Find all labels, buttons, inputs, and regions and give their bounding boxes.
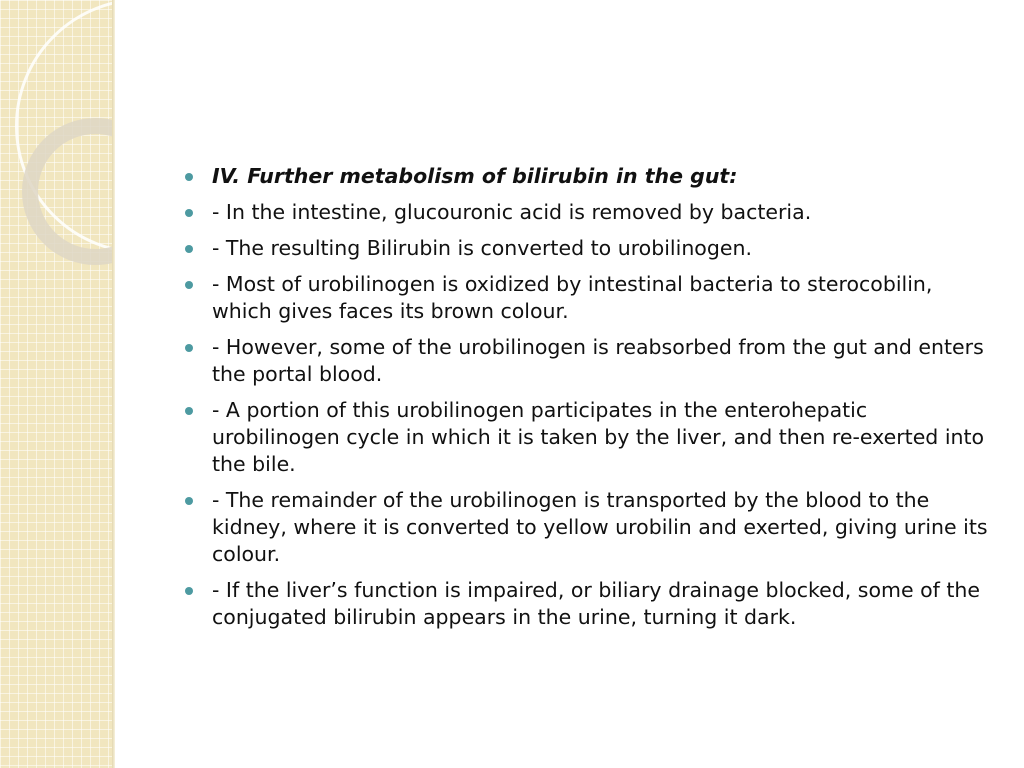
bullet-item xyxy=(185,577,995,631)
bullet-text: - Most of urobilinogen is oxidized by intestinal bacteria to sterocobilin, which gives faces its brown colour. xyxy=(212,272,933,323)
bullet-item xyxy=(185,199,995,226)
slide-content xyxy=(185,163,995,640)
bullet-item-heading xyxy=(185,163,995,190)
bullet-dot-icon xyxy=(185,245,193,253)
section-heading: IV. Further metabolism of bilirubin in the gut: xyxy=(212,164,738,188)
bullet-item xyxy=(185,397,995,478)
bullet-text: - However, some of the urobilinogen is reabsorbed from the gut and enters the portal blood. xyxy=(212,335,984,386)
bullet-item xyxy=(185,235,995,262)
bullet-dot-icon xyxy=(185,407,193,415)
bullet-dot-icon xyxy=(185,497,193,505)
bullet-text: - A portion of this urobilinogen participates in the enterohepatic urobilinogen cycle in which it is taken by the liver, and then re-exerted into the bile. xyxy=(212,398,985,476)
bullet-text: - If the liver’s function is impaired, or biliary drainage blocked, some of the conjugated bilirubin appears in the urine, turning it dark. xyxy=(212,578,981,629)
decorative-side-panel xyxy=(0,0,112,768)
bullet-item xyxy=(185,334,995,388)
bullet-dot-icon xyxy=(185,281,193,289)
bullet-dot-icon xyxy=(185,209,193,217)
bullet-text: - The resulting Bilirubin is converted to urobilinogen. xyxy=(212,236,752,260)
bullet-dot-icon xyxy=(185,587,193,595)
bullet-dot-icon xyxy=(185,173,193,181)
bullet-text: - The remainder of the urobilinogen is transported by the blood to the kidney, where it is converted to yellow urobilin and exerted, giving urine its colour. xyxy=(212,488,988,566)
bullet-dot-icon xyxy=(185,344,193,352)
bullet-list xyxy=(185,163,995,631)
bullet-text: - In the intestine, glucouronic acid is removed by bacteria. xyxy=(212,200,812,224)
bullet-item xyxy=(185,487,995,568)
bullet-item xyxy=(185,271,995,325)
side-panel-edge xyxy=(112,0,115,768)
